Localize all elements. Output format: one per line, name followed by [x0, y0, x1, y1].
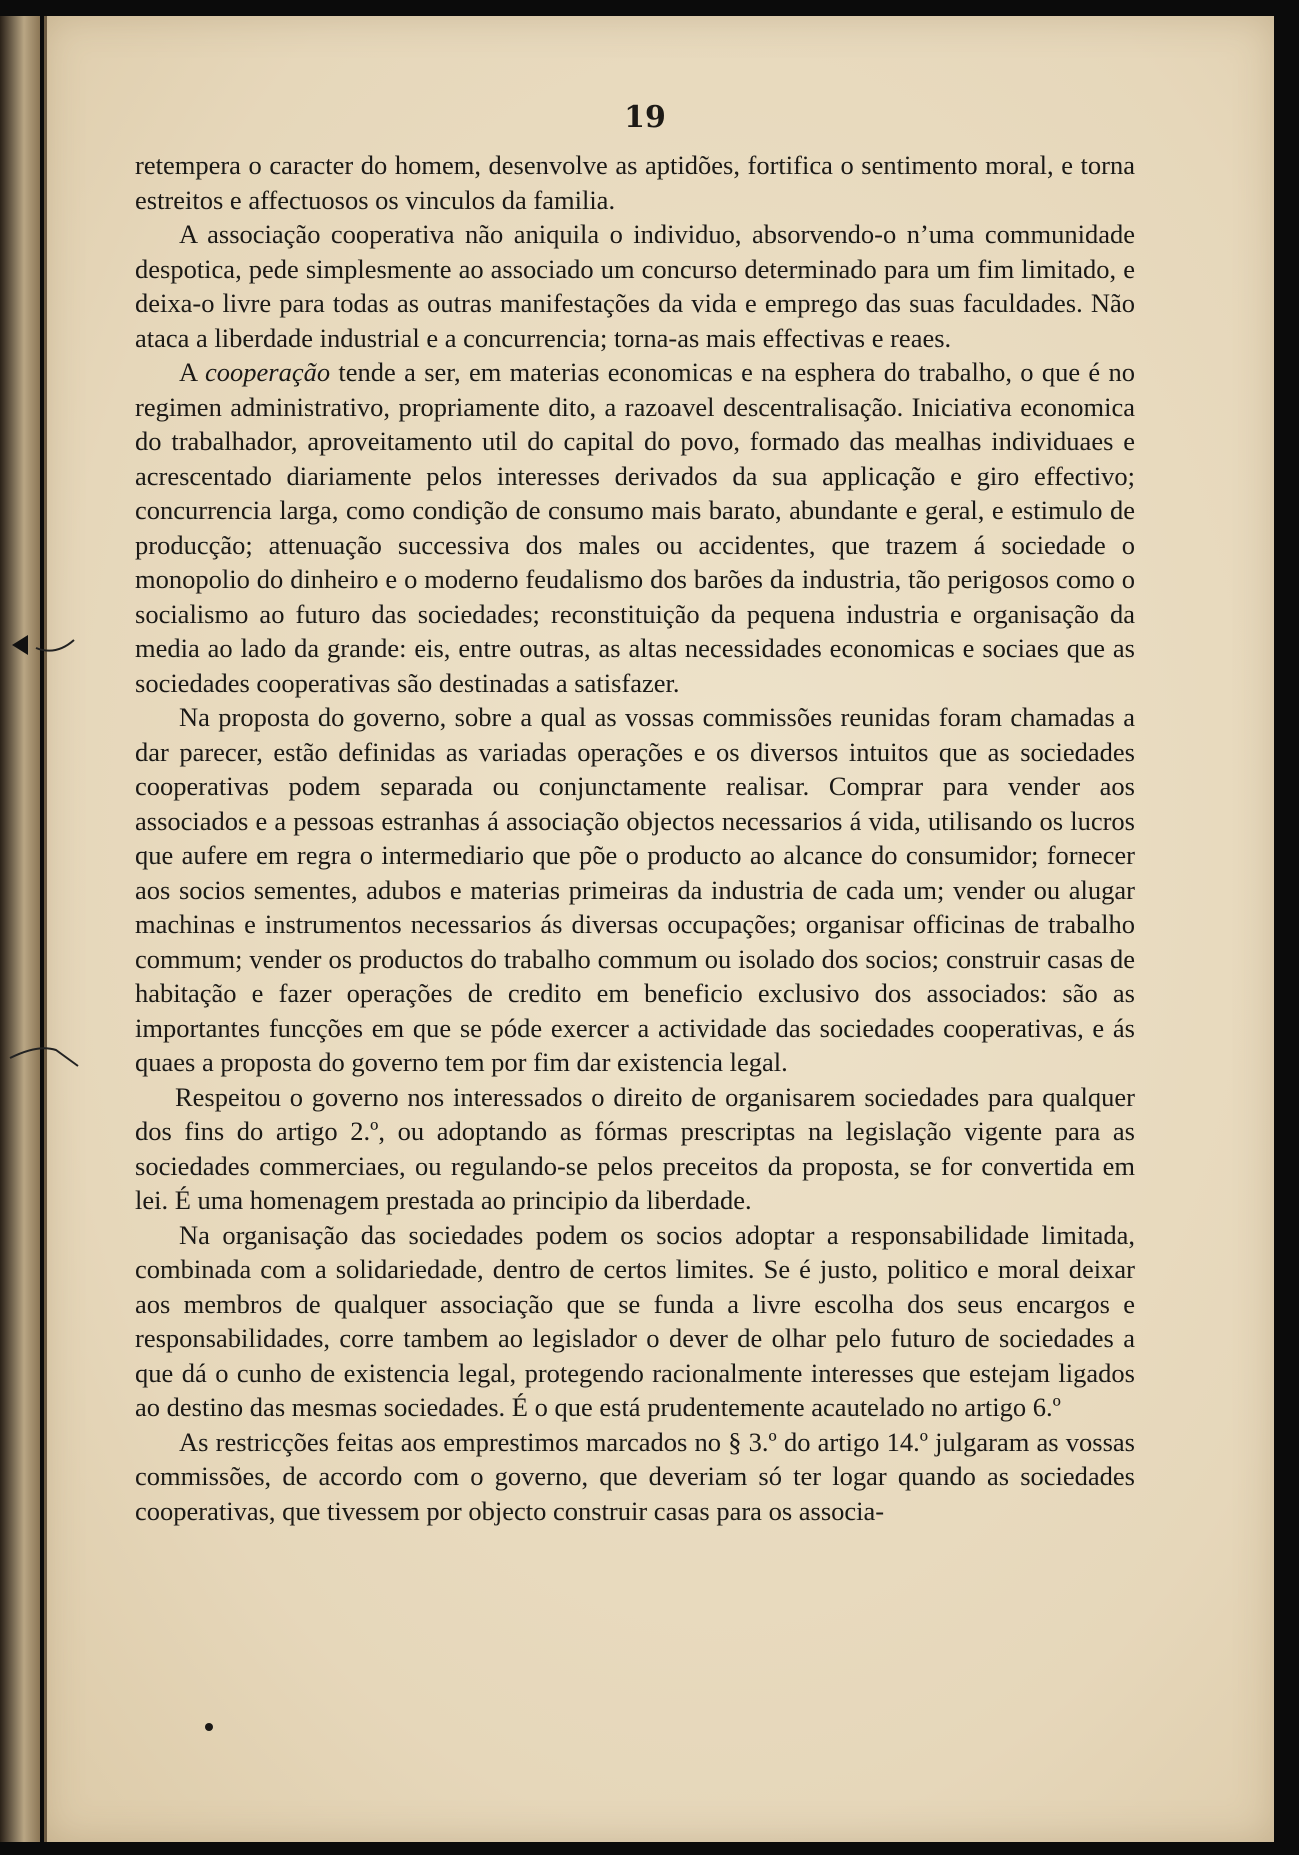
paragraph: Na organisação das sociedades podem os socios adoptar a responsabilidade limitada, combinada com a solidariedade, dentro de certos limites. Se é justo, politico e moral deixar aos membros de qualquer associação que se funda a livre escolha dos seus encargos e responsabilidades, corre tambem ao legislador o dever de olhar pelo futuro de sociedades a que dá o cunho de existencia legal, protegendo racionalmente interesses que estejam ligados ao destino das mesmas sociedades. É o que está prudentemente acautelado no artigo 6.º	[135, 1219, 1135, 1422]
paragraph: A associação cooperativa não aniquila o individuo, absorvendo-o n’uma communidade despotica, pede simplesmente ao associado um concurso determinado para um fim limitado, e deixa-o livre para todas as outras manifestações da vida e emprego das suas faculdades. Não ataca a liberdade industrial e a concurrencia; torna-as mais effectivas e reaes.	[135, 219, 1135, 353]
ink-dot	[205, 1723, 213, 1731]
paragraph: Na proposta do governo, sobre a qual as vossas commissões reunidas foram chamadas a dar parecer, estão definidas as variadas operações e os diversos intuitos que as sociedades cooperativas podem separada ou conjunctamente realisar. Comprar para vender aos associados e a pessoas estranhas á associação objectos necessarios á vida, utilisando os lucros que aufere em regra o intermediario que põe o producto ao alcance do consumidor; fornecer aos socios sementes, adubos e materias primeiras da industria de cada um; vender ou alugar machinas e instrumentos necessarios ás diversas occupações; organisar officinas de trabalho commum; vender os productos do trabalho commum ou isolado dos socios; construir casas de habitação e fazer operações de credito em beneficio exclusivo dos associados: são as importantes funcções em que se póde exercer a actividade das sociedades cooperativas, e ás quaes a proposta do governo tem por fim dar existencia legal.	[135, 702, 1135, 1077]
paragraph: As restricções feitas aos emprestimos marcados no § 3.º do artigo 14.º julgaram as vossas commissões, de accordo com o governo, que deveriam só ter logar quando as sociedades cooperativas, que tivessem por objecto construir casas para os associa-	[135, 1426, 1135, 1526]
page-number: 19	[624, 100, 666, 135]
page-gutter-line	[44, 16, 47, 1842]
paragraph: retempera o caracter do homem, desenvolve as aptidões, fortifica o sentimento moral, e torna estreitos e affectuosos os vinculos da familia.	[135, 150, 1135, 215]
italic-term: cooperação	[205, 357, 331, 387]
paragraph-lead: A	[179, 357, 197, 387]
binding-thread-mark	[8, 1040, 80, 1070]
body-text	[135, 148, 1135, 1528]
previous-page-edge	[0, 16, 40, 1842]
paragraph: Respeitou o governo nos interessados o direito de organisarem sociedades para qualquer dos fins do artigo 2.º, ou adoptando as fórmas prescriptas na legislação vigente para as sociedades commerciaes, ou regulando-se pelos preceitos da proposta, se for convertida em lei. É uma homenagem prestada ao principio da liberdade.	[135, 1081, 1135, 1215]
paragraph-text: tende a ser, em materias economicas e na esphera do trabalho, o que é no regimen administrativo, propriamente dito, a razoavel descentralisação. Iniciativa economica do trabalhador, aproveitamento util do capital do povo, formado das mealhas individuaes e acrescentado diariamente pelos interesses derivados da sua applicação e giro effectivo; concurrencia larga, como condição de consumo mais barato, abundante e geral, e estimulo de producção; attenuação successiva dos males ou accidentes, que trazem á sociedade o monopolio do dinheiro e o moderno feudalismo dos barões da industria, tão perigosos como o socialismo ao futuro das sociedades; reconstituição da pequena industria e organisação da media ao lado da grande: eis, entre outras, as altas necessidades economicas e sociaes que as sociedades cooperativas são destinadas a satisfazer.	[135, 357, 1135, 698]
binding-thread-mark	[8, 630, 80, 660]
paragraph	[135, 355, 1135, 700]
